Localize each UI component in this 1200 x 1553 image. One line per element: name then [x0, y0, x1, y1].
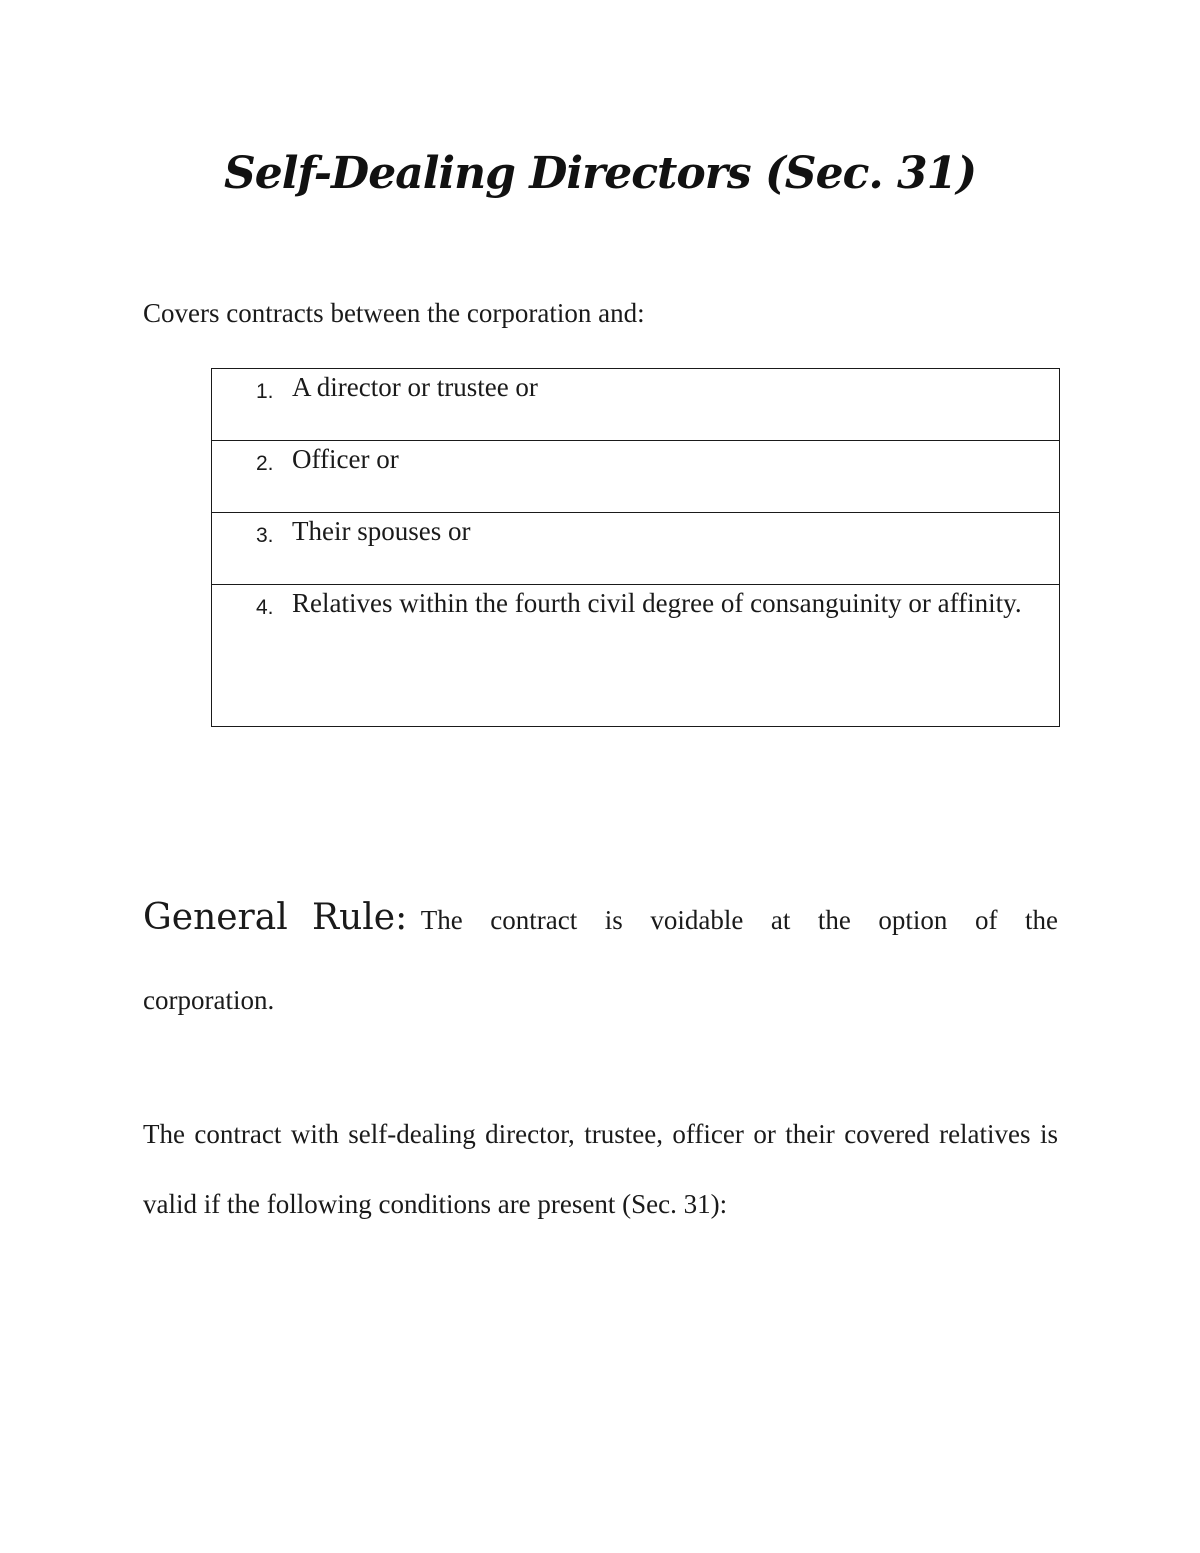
list-item-text: Relatives within the fourth civil degree of consanguinity or affinity. [292, 588, 1022, 618]
list-item [212, 441, 1059, 513]
list-item-text: Their spouses or [292, 516, 471, 546]
list-item-number: 3. [256, 524, 274, 547]
validity-paragraph: The contract with self-dealing director, trustee, officer or their covered relatives is valid if the following conditions are present (Sec. 31): [143, 1119, 1058, 1219]
intro-text: Covers contracts between the corporation and: [143, 298, 645, 328]
list-item-text: Officer or [292, 444, 399, 474]
covered-persons-list [211, 368, 1060, 727]
list-item-number: 1. [256, 380, 274, 403]
list-item-text: A director or trustee or [292, 372, 538, 402]
general-rule-paragraph [143, 878, 1058, 1040]
list-item [212, 369, 1059, 441]
general-rule-label: General Rule: [143, 897, 408, 938]
general-rule-text: The contract is voidable at the option of the corporation. [143, 905, 1058, 1015]
page-title: Self-Dealing Directors (Sec. 31) [223, 148, 977, 199]
list-item-number: 4. [256, 596, 274, 619]
list-item [212, 585, 1059, 726]
list-item-number: 2. [256, 452, 274, 475]
